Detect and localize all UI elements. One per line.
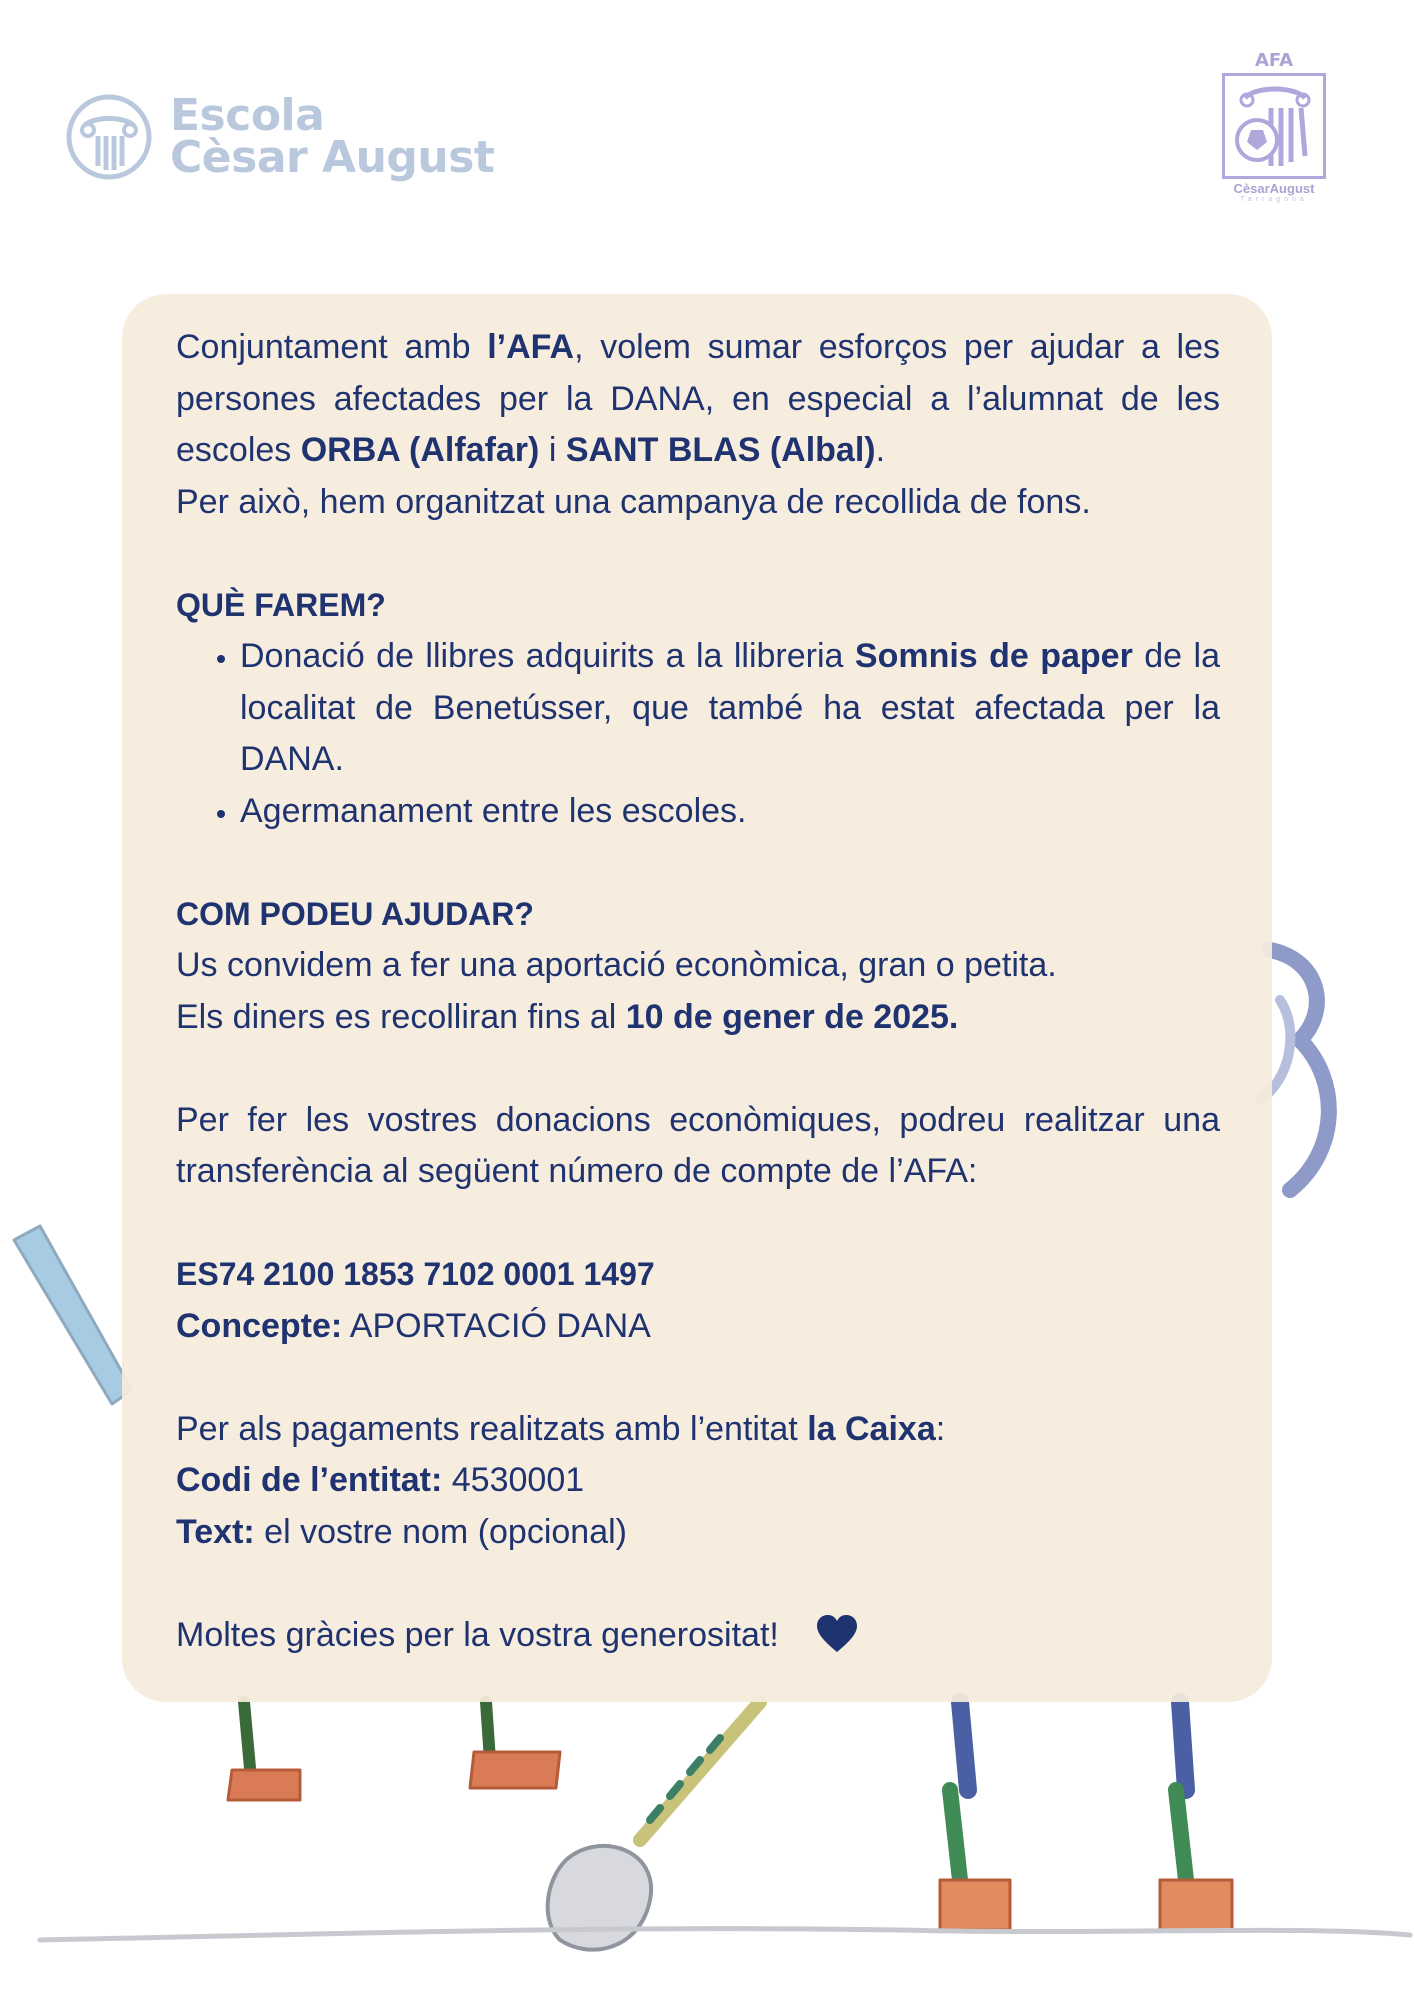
intro-paragraph: Conjuntament amb l’AFA, volem sumar esforços per ajudar a les persones afectades per la DANA, en especial a l’alumnat de les escoles ORBA (Alfafar) i SANT BLAS (Albal). <box>176 328 1220 469</box>
thanks-line: Moltes gràcies per la vostra generositat! <box>176 1610 1220 1670</box>
school-logo <box>64 92 494 182</box>
actions-list <box>176 631 1220 837</box>
school-name-line2: Cèsar August <box>170 132 495 183</box>
list-item: • Agermanament entre les escoles. <box>240 786 1220 838</box>
column-ball-icon <box>1225 76 1323 176</box>
column-logo-icon <box>64 92 154 182</box>
section-heading-com-podeu-ajudar: COM PODEU AJUDAR? <box>176 895 534 932</box>
afa-logo-emblem <box>1222 73 1326 179</box>
help-line: Us convidem a fer una aportació econòmica, gran o petita. <box>176 946 1057 984</box>
info-card <box>122 294 1272 1702</box>
section-heading-que-farem: QUÈ FAREM? <box>176 586 386 623</box>
entity-code-line: Codi de l’entitat: 4530001 <box>176 1461 585 1499</box>
concept-line: Concepte: APORTACIÓ DANA <box>176 1306 651 1345</box>
transfer-paragraph: Per fer les vostres donacions econòmiques, podreu realitzar una transferència al següent número de compte de l’AFA: <box>176 1100 1220 1190</box>
intro-campaign-line: Per això, hem organitzat una campanya de recollida de fons. <box>176 482 1091 521</box>
deadline-line: Els diners es recolliran fins al 10 de gener de 2025. <box>176 997 959 1036</box>
school-name-line1: Escola <box>170 90 325 141</box>
afa-logo-name: CèsarAugust <box>1233 181 1315 196</box>
afa-logo <box>1216 50 1332 203</box>
heart-icon <box>815 1614 859 1670</box>
text-line: Text: el vostre nom (opcional) <box>176 1512 627 1551</box>
school-name <box>170 90 495 183</box>
caixa-line: Per als pagaments realitzats amb l’entitat la Caixa: <box>176 1409 946 1448</box>
afa-logo-title: AFA <box>1254 50 1294 71</box>
list-item: • Donació de llibres adquirits a la llibreria Somnis de paper de la localitat de Benetússer, que també ha estat afectada per la DANA. <box>240 631 1220 786</box>
iban-number: ES74 2100 1853 7102 0001 1497 <box>176 1256 655 1292</box>
afa-logo-city: Tarragona <box>1240 196 1308 203</box>
